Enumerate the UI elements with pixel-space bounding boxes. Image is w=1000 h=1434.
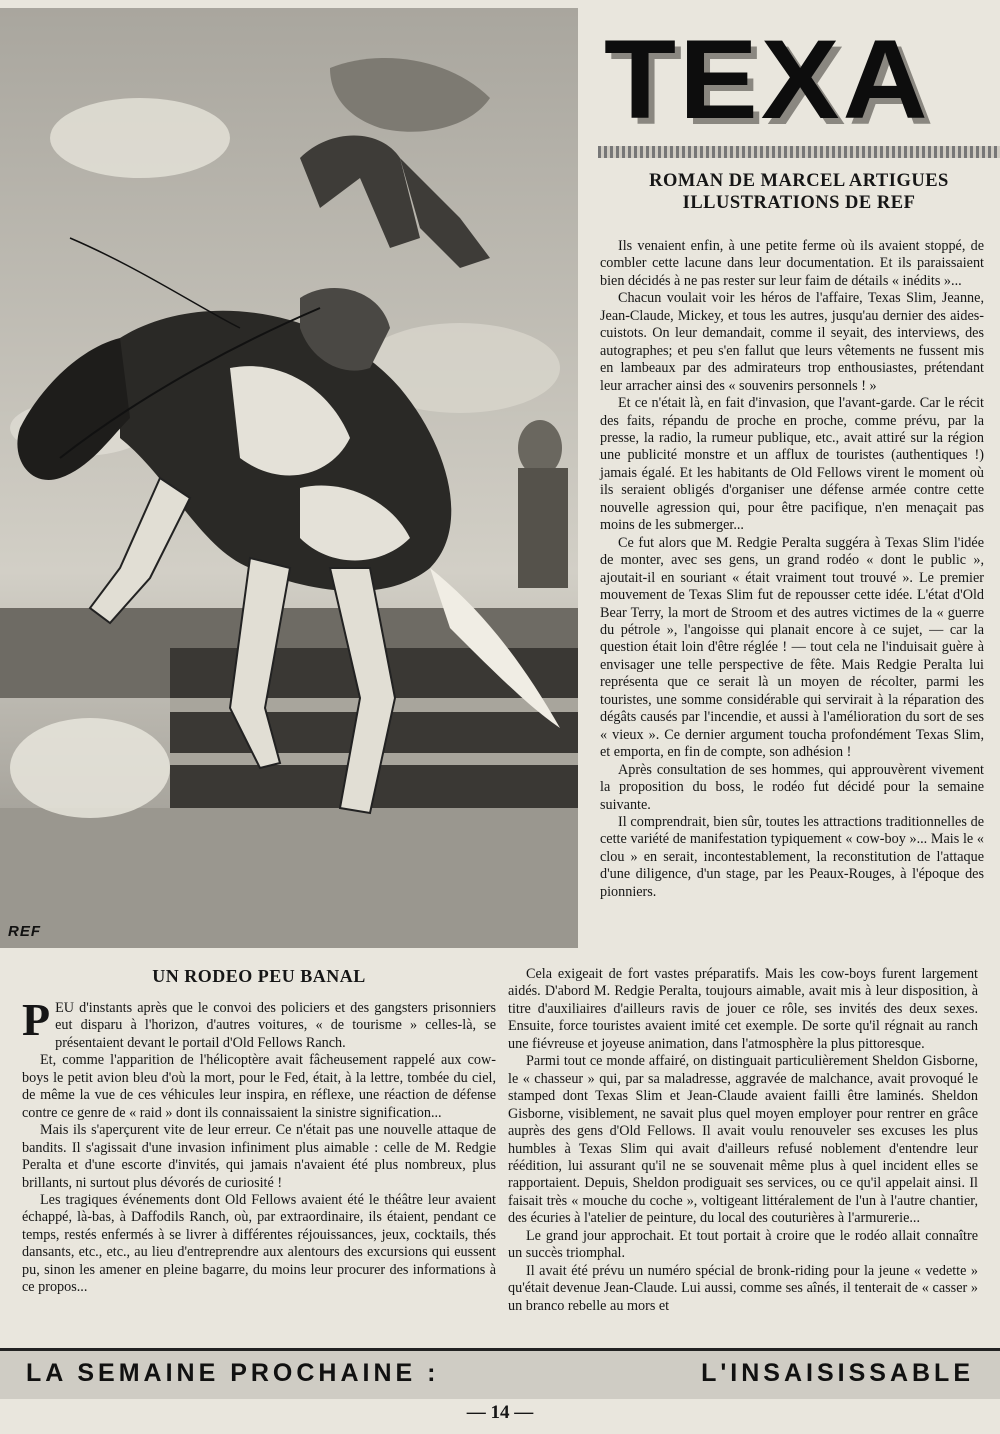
- page-number: — 14 —: [466, 1402, 534, 1423]
- banner-next-title: L'INSAISISSABLE: [701, 1359, 974, 1387]
- paragraph: Il comprendrait, bien sûr, toutes les attractions traditionnelles de cette variété de manifestation typiquement « cow-boy »... Mais le « clou » en serait, incontestablement, la reconstitution de l'attaque d'une diligence, d'un stage, par les Peaux-Rouges, à l'époque des pionniers.: [600, 813, 984, 900]
- illustrator-signature: REF: [8, 923, 41, 940]
- next-week-banner: [0, 1348, 1000, 1399]
- paragraph: Le grand jour approchait. Et tout portait à croire que le rodéo allait connaître un succès triomphal.: [508, 1227, 978, 1262]
- story-title: TEXA: [604, 18, 931, 143]
- right-column-text: [600, 238, 984, 901]
- paragraph: Parmi tout ce monde affairé, on distinguait particulièrement Sheldon Gisborne, le « chasseur » qui, par sa maladresse, aggravée de malchance, avait provoqué le stamped dont Texas Slim et Jean-Claude avaient failli être laminés. Sheldon Gisborne, visiblement, ne savait plus quel moyen employer pour rentrer en grâce auprès des gens d'Old Fellows. Il avait voulu renouveler ses excuses les plus humbles à Texas Slim qui avait d'ailleurs refusé noblement d'entendre leur réédition, lui assurant qu'il ne se souvenait même plus à quel incident elles se rapportaient. Depuis, Sheldon prodiguait ses services, ou ce qu'il appelait ainsi. Il faisait très « mouche du coche », voltigeant littéralement de l'un à l'autre chantier, des écuries à l'atelier de peinture, du local des couturières à l'armurerie...: [508, 1053, 978, 1227]
- title-decoration: [598, 146, 1000, 158]
- lower-right-column-text: [508, 966, 978, 1315]
- paragraph: Cela exigeait de fort vastes préparatifs. Mais les cow-boys furent largement aidés. D'abord M. Redgie Peralta, toujours aimable, avait mis à leur disposition, à titre d'auxiliaires d'ailleurs ravis de jouer ce rôle, ses invités des deux sexes. Ensuite, force touristes avaient imité cet exemple. De sorte qu'il régnait au ranch une fiévreuse et joyeuse animation, dans l'atmosphère la plus pittoresque.: [508, 966, 978, 1052]
- bucking-horse-drawing: [0, 8, 578, 948]
- paragraph: Ce fut alors que M. Redgie Peralta suggéra à Texas Slim l'idée de monter, avec ses gens, un grand rodéo « dont le public », ajoutait-il en souriant « était vraiment tout trouvé ». Le premier mouvement de Texas Slim fut de repousser cette idée. L'état d'Old Bear Terry, la mort de Stroom et des autres victimes de la « guerre du pétrole », l'angoisse qui planait encore à ce sujet, — car la question était loin d'être réglée ! — tout cela ne l'induisait guère à envisager une telle perspective de fête. Mais Redgie Peralta lui représenta que ce serait là un moyen de récolter, parmi les touristes, une somme considérable qui servirait à la réparation des dégâts causés par l'incendie, et aussi à l'amélioration du sort de ses « vieux ». Ce dernier argument toucha profondément Texas Slim, et emporta, en fin de compte, son adhésion !: [600, 534, 984, 761]
- banner-next-week-label: LA SEMAINE PROCHAINE :: [26, 1359, 440, 1387]
- paragraph: Les tragiques événements dont Old Fellows avaient été le théâtre leur avaient échappé, là-bas, à Daffodils Ranch, où, par extraordinaire, ils étaient, pendant ce temps, restés enfermés à se livrer à différentes réjouissances, jeux, cocktails, thés dansants, etc., etc., au lieu d'entreprendre aux alentours des excursions qui eussent pu, sinon les amener en pleine bagarre, du moins leur procurer des informations à ce propos...: [22, 1191, 496, 1296]
- paragraph: [22, 994, 496, 1052]
- paragraph: Et, comme l'apparition de l'hélicoptère avait fâcheusement rappelé aux cow-boys le petit avion bleu d'où la mort, pour le Fed, était, à la lettre, tombée du ciel, de même la vue de ces véhicules leur inspira, en réflexe, une réaction de défense contre ce genre de « raid » dont ils connaissaient la sinistre signification...: [22, 1052, 496, 1121]
- paragraph: Ils venaient enfin, à une petite ferme où ils avaient stoppé, de combler cette lacune dans leur documentation. Et ils paraissaient bien décidés à ne pas rester sur leur faim de détails « inédits »...: [600, 238, 984, 289]
- paragraph: Chacun voulait voir les héros de l'affaire, Texas Slim, Jeanne, Jean-Claude, Mickey, et tous les autres, jusqu'au dernier des aides-cuistots. On leur demandait, comme il seyait, des interviews, des autographes; et peu s'en fallut que leurs vêtements ne fussent mis en lambeaux par des admirateurs trop enthousiastes, prétendant leur arracher ainsi des « souvenirs personnels ! »: [600, 290, 984, 394]
- paragraph: Il avait été prévu un numéro spécial de bronk-riding pour la jeune « vedette » qu'était devenue Jean-Claude. Lui aussi, comme ses aînés, il tenterait de « casser » un branco rebelle au mors et: [508, 1262, 978, 1314]
- rodeo-illustration: [0, 8, 578, 948]
- title-block: [598, 18, 1000, 168]
- paragraph: Et ce n'était là, en fait d'invasion, que l'avant-garde. Car le récit des faits, répandu de proche en proche, comme prévu, par la presse, la radio, la rumeur publique, etc., avait attiré sur la région une publicité monstre et un afflux de touristes (authentiques !) jamais égalé. Et les habitants de Old Fellows virent le moment où ils seraient obligés d'organiser une défense armée contre cette nouvelle agression qui, pour être pacifique, n'en menaçait pas moins de les submerger...: [600, 395, 984, 534]
- byline-illustrator: ILLUSTRATIONS DE REF: [682, 193, 916, 213]
- byline: [598, 170, 1000, 214]
- paragraph: Après consultation de ses hommes, qui approuvèrent vivement la proposition du boss, le rodéo fut décidé pour la semaine suivante.: [600, 761, 984, 813]
- drop-cap: P: [22, 994, 51, 1045]
- paragraph-text: EU d'instants après que le convoi des policiers et des gangsters prisonniers eut disparu à l'horizon, d'autres voitures, « de tourisme » celles-là, se présentaient devant le portail d'Old Fellows Ranch.: [55, 1000, 496, 1051]
- chapter-subtitle: UN RODEO PEU BANAL: [152, 966, 366, 986]
- paragraph: Mais ils s'aperçurent vite de leur erreur. Ce n'était pas une nouvelle attaque de bandits. Il s'agissait d'une invasion infiniment plus aimable : celle de M. Redgie Peralta et d'une escorte d'invités, qui jamais n'avaient été plus nombreux, plus brillants, ni surtout plus dévorés de curiosité !: [22, 1122, 496, 1191]
- left-column-text: [22, 994, 496, 1297]
- byline-author: ROMAN DE MARCEL ARTIGUES: [649, 171, 949, 191]
